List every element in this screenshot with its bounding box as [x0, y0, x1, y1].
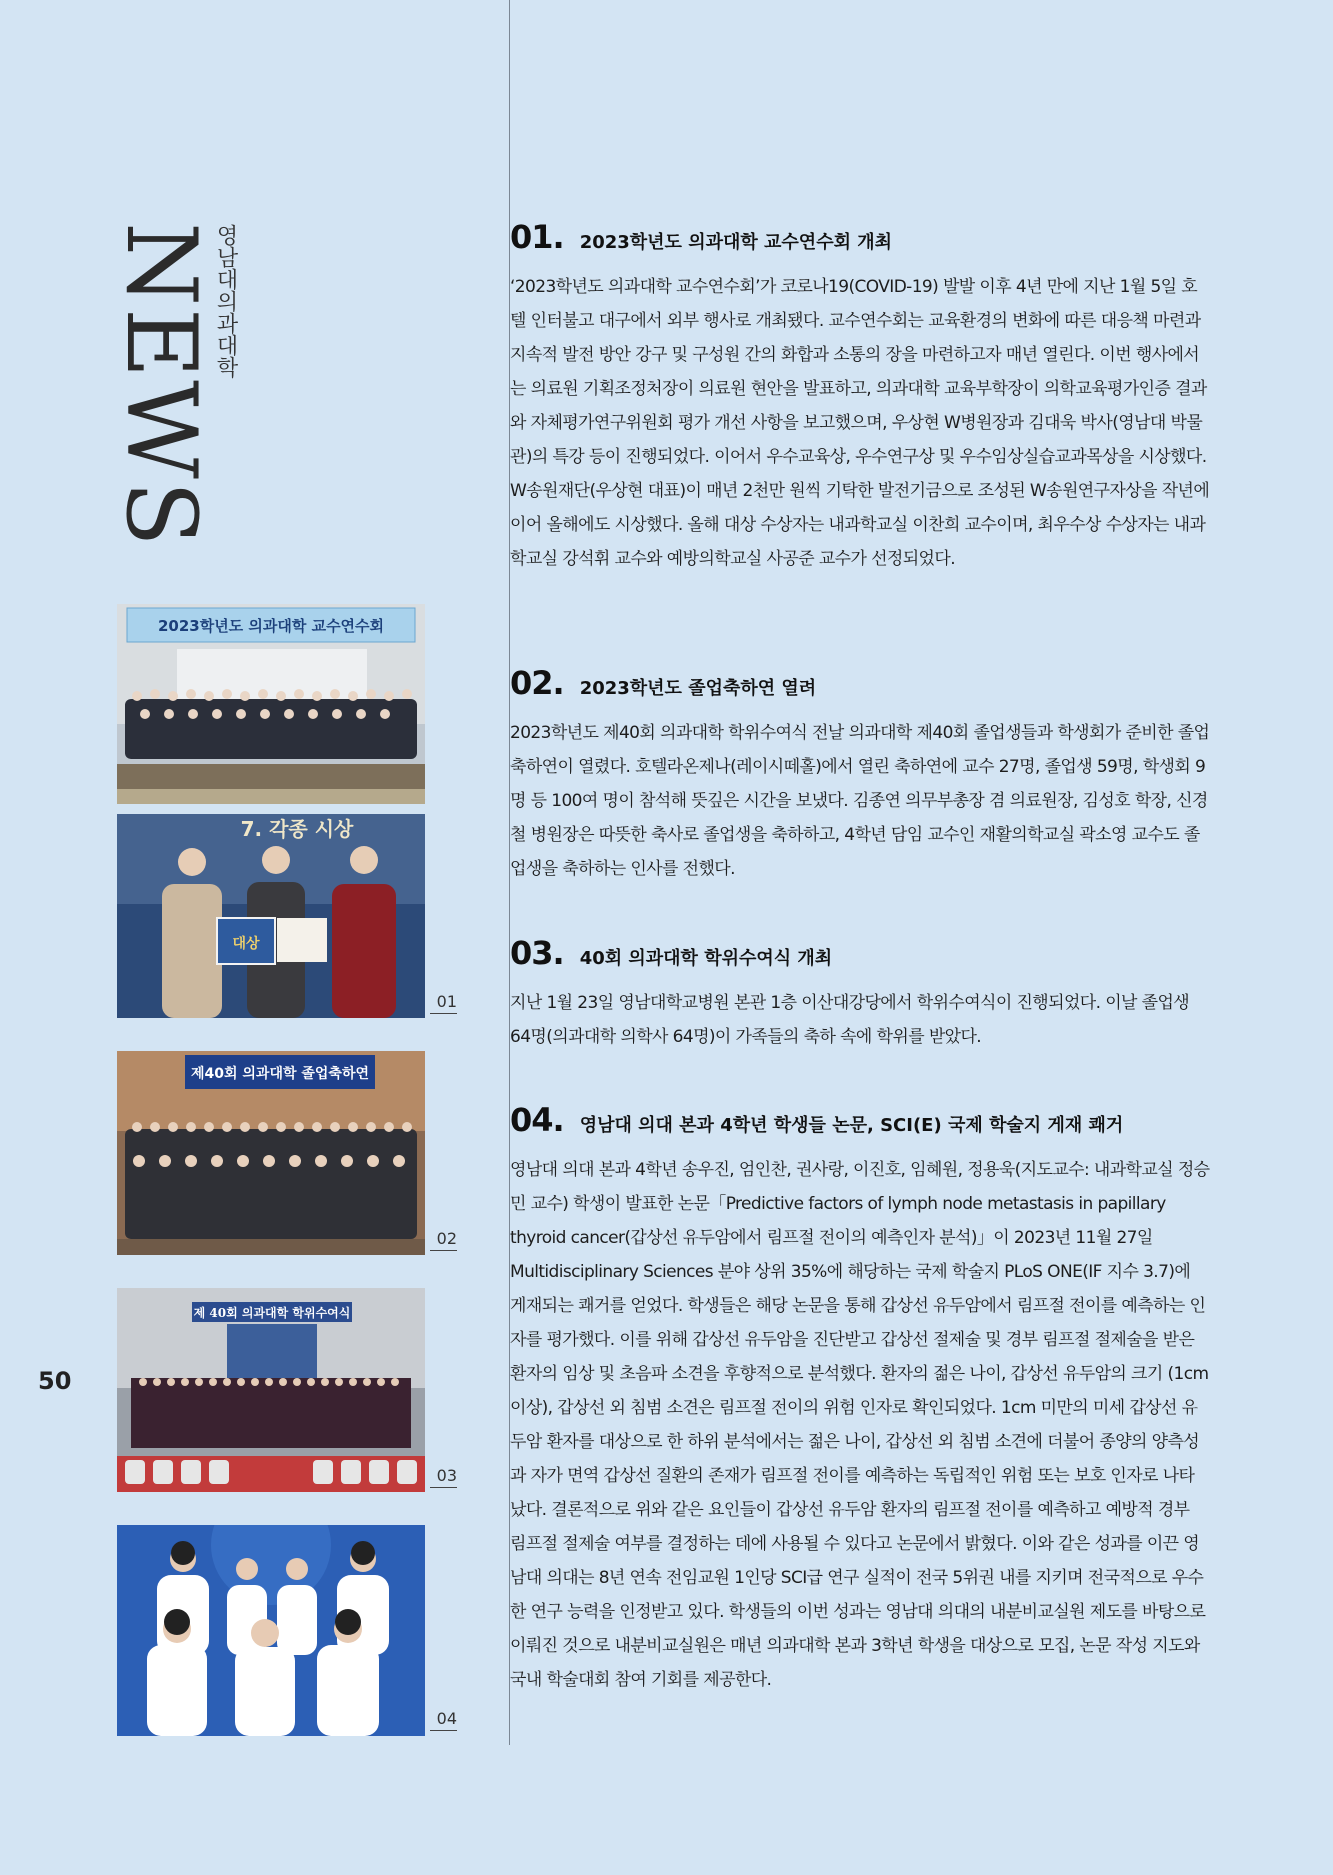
- article-title: 2023학년도 졸업축하연 열려: [579, 678, 817, 699]
- article-04: [510, 1101, 1210, 1697]
- photo-number-01: 01: [430, 992, 457, 1014]
- article-title: 2023학년도 의과대학 교수연수회 개최: [579, 232, 893, 253]
- article-body: 지난 1월 23일 영남대학교병원 본관 1층 이산대강당에서 학위수여식이 진행되었다. 이날 졸업생 64명(의과대학 의학사 64명)이 가족들의 축하 속에 학위를 받았다.: [510, 993, 1190, 1047]
- photo-number-04: 04: [430, 1709, 457, 1731]
- article-body: 2023학년도 제40회 의과대학 학위수여식 전날 의과대학 제40회 졸업생들과 학생회가 준비한 졸업축하연이 열렸다. 호텔라온제나(레이시떼홀)에서 열린 축하연에 교수 27명, 졸업생 59명, 학생회 9명 등 100여 명이 참석해 뜻깊은 시간을 보냈다. 김종연 의무부총장 겸 의료원장, 김성호 학장, 신경철 병원장은 따뜻한 축사로 졸업생을 축하하고, 4학년 담임 교수인 재활의학교실 곽소영 교수도 졸업생을 축하하는 인사를 전했다.: [510, 723, 1210, 879]
- page-number: 50: [38, 1367, 72, 1395]
- photo-commencement: [117, 1288, 425, 1492]
- photo-faculty-workshop: [117, 604, 425, 804]
- photo-number-03: 03: [430, 1466, 457, 1488]
- article-03: [510, 934, 1210, 1054]
- section-subtitle: 영남대의과대학: [213, 224, 238, 378]
- banner-text-2: 7. 각종 시상: [240, 817, 354, 841]
- banner-text-1: 2023학년도 의과대학 교수연수회: [157, 617, 385, 635]
- banner-text-3: 제40회 의과대학 졸업축하연: [191, 1066, 369, 1082]
- award-label: 대상: [232, 936, 260, 952]
- article-title: 영남대 의대 본과 4학년 학생들 논문, SCI(E) 국제 학술지 게재 쾌거: [579, 1115, 1124, 1136]
- article-02: [510, 664, 1210, 886]
- article-number: 02.: [510, 664, 564, 702]
- photo-students: [117, 1525, 425, 1736]
- photo-number-02: 02: [430, 1229, 457, 1251]
- article-body: 영남대 의대 본과 4학년 송우진, 엄인찬, 권사랑, 이진호, 임혜원, 정용욱(지도교수: 내과학교실 정승민 교수) 학생이 발표한 논문「Predictive factors of lymph node metastasis in papillary thyroid cancer(갑상선 유두암에서 림프절 전이의 예측인자 분석)」이 2023년 11월 27일 Multidisciplinary Sciences 분야 상위 35%에 해당하는 국제 학술지 PLoS ONE(IF 지수 3.7)에 게재되는 쾌거를 얻었다. 학생들은 해당 논문을 통해 갑상선 유두암에서 림프절 전이를 예측하는 인자를 평가했다. 이를 위해 갑상선 유두암을 진단받고 갑상선 절제술 및 경부 림프절 절제술을 받은 환자의 임상 및 초음파 소견을 후향적으로 분석했다. 환자의 젊은 나이, 갑상선 유두암의 크기 (1cm 이상), 갑상선 외 침범 소견은 림프절 전이의 위험 인자로 확인되었다. 1cm 미만의 미세 갑상선 유두암 환자를 대상으로 한 하위 분석에서는 젊은 나이, 갑상선 외 침범 소견에 더불어 종양의 양측성과 자가 면역 갑상선 질환의 존재가 림프절 전이를 예측하는 독립적인 위험 또는 보호 인자로 나타났다. 결론적으로 위와 같은 요인들이 갑상선 유두암 환자의 림프절 전이를 예측하고 예방적 경부 림프절 절제술 여부를 결정하는 데에 사용될 수 있다고 논문에서 밝혔다. 이와 같은 성과를 이끈 영남대 의대는 8년 연속 전임교원 1인당 SCI급 연구 실적이 전국 5위권 내를 지키며 전국적으로 우수한 연구 능력을 인정받고 있다. 학생들의 이번 성과는 영남대 의대의 내분비교실원 제도를 바탕으로 이뤄진 것으로 내분비교실원은 매년 의과대학 본과 3학년 학생을 대상으로 모집, 논문 작성 지도와 국내 학술대회 참여 기회를 제공한다.: [510, 1160, 1210, 1690]
- article-title: 40회 의과대학 학위수여식 개최: [579, 948, 833, 969]
- article-number: 04.: [510, 1101, 564, 1139]
- article-01: [510, 218, 1210, 576]
- article-number: 03.: [510, 934, 564, 972]
- article-body: ‘2023학년도 의과대학 교수연수회’가 코로나19(COVID-19) 발발 이후 4년 만에 지난 1월 5일 호텔 인터불고 대구에서 외부 행사로 개최됐다. 교수연수회는 교육환경의 변화에 따른 대응책 마련과 지속적 발전 방안 강구 및 구성원 간의 화합과 소통의 장을 마련하고자 매년 열린다. 이번 행사에서는 의료원 기획조정처장이 의료원 현안을 발표하고, 의과대학 교육부학장이 의학교육평가인증 결과와 자체평가연구위원회 평가 개선 사항을 보고했으며, 우상현 W병원장과 김대욱 박사(영남대 박물관)의 특강 등이 진행되었다. 이어서 우수교육상, 우수연구상 및 우수임상실습교과목상을 시상했다. W송원재단(우상현 대표)이 매년 2천만 원씩 기탁한 발전기금으로 조성된 W송원연구자상을 작년에 이어 올해에도 시상했다. 올해 대상 수상자는 내과학교실 이찬희 교수이며, 최우수상 수상자는 내과학교실 강석휘 교수와 예방의학교실 사공준 교수가 선정되었다.: [510, 277, 1210, 569]
- article-number: 01.: [510, 218, 564, 256]
- section-title: NEWS: [105, 222, 217, 549]
- photo-graduation-party: [117, 1051, 425, 1255]
- photo-award-ceremony: [117, 814, 425, 1018]
- banner-text-4: 제 40회 의과대학 학위수여식: [193, 1306, 351, 1320]
